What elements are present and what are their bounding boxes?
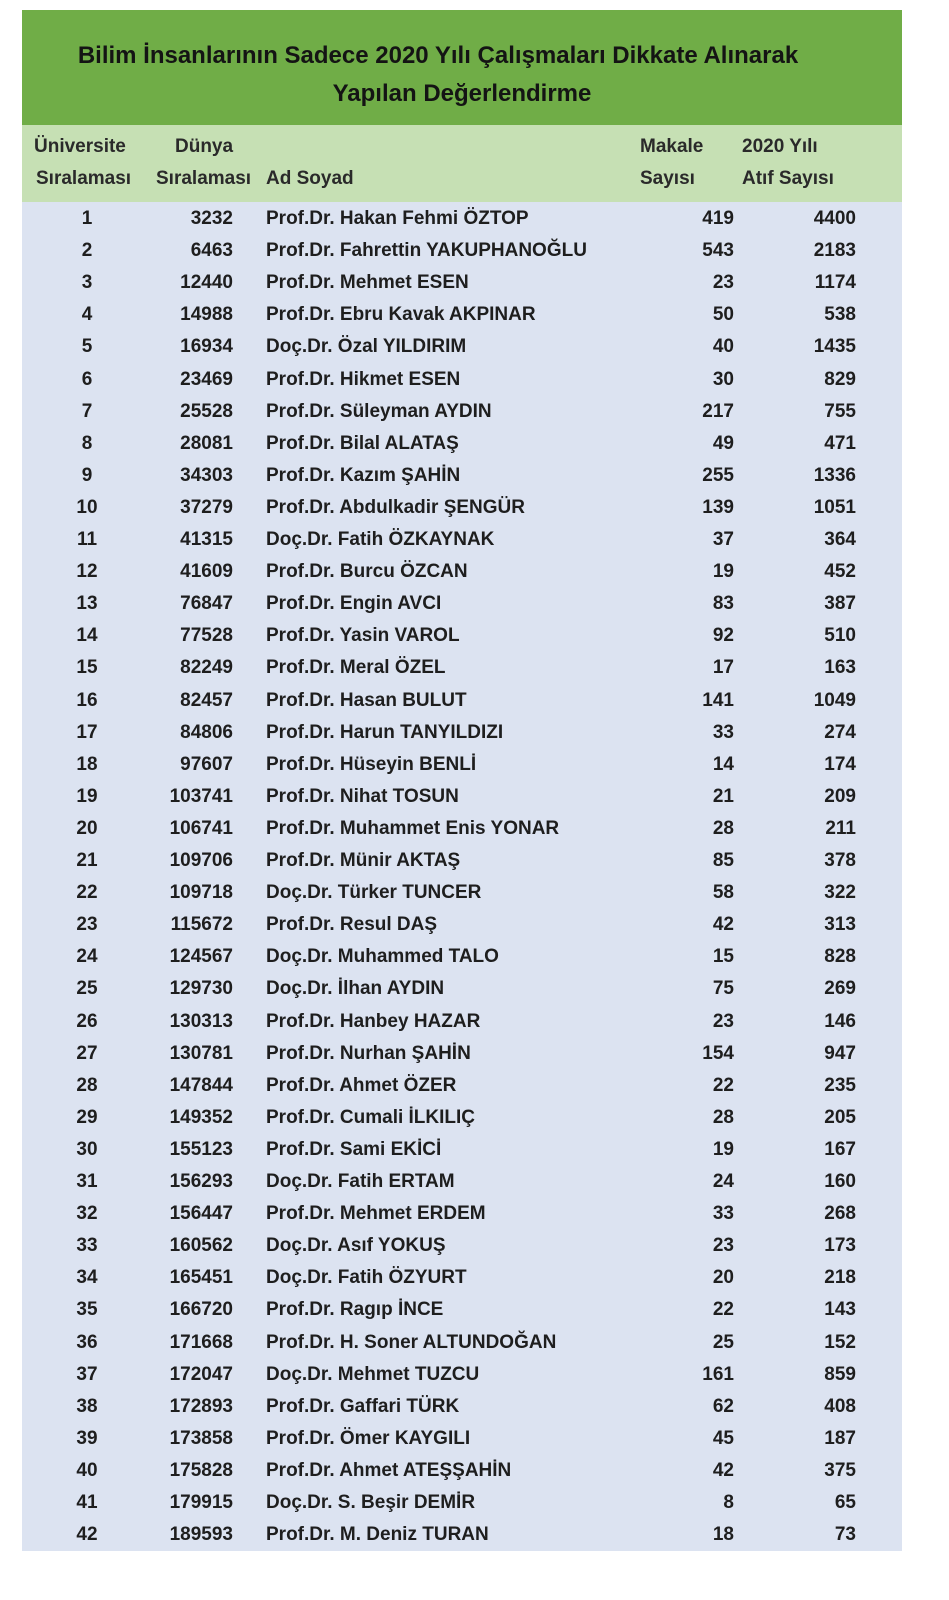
- cell-name: Prof.Dr. Cumali İLKILIÇ: [266, 1106, 476, 1128]
- cell-uni-rank: 27: [76, 1042, 98, 1064]
- table-row: [22, 1038, 902, 1070]
- cell-world-rank: 172893: [169, 1395, 233, 1417]
- table-row: [22, 1070, 902, 1102]
- cell-citation-count: 408: [824, 1395, 856, 1417]
- table-row: [22, 620, 902, 652]
- cell-article-count: 28: [712, 1106, 734, 1128]
- cell-name: Prof.Dr. Bilal ALATAŞ: [266, 432, 459, 454]
- table-row: [22, 1102, 902, 1134]
- cell-article-count: 154: [702, 1042, 734, 1064]
- cell-uni-rank: 13: [76, 593, 98, 615]
- cell-article-count: 22: [712, 1299, 734, 1321]
- cell-citation-count: 313: [824, 914, 856, 936]
- table-row: [22, 1198, 902, 1230]
- cell-citation-count: 452: [824, 561, 856, 583]
- table-row: [22, 973, 902, 1005]
- header-articles-line-1: Makale: [640, 136, 704, 157]
- table-row: [22, 685, 902, 717]
- cell-world-rank: 166720: [169, 1299, 233, 1321]
- table-row: [22, 909, 902, 941]
- cell-world-rank: 175828: [169, 1459, 233, 1481]
- cell-uni-rank: 23: [76, 914, 98, 936]
- header-articles-line-2: Sayısı: [640, 168, 695, 189]
- cell-world-rank: 103741: [169, 785, 233, 807]
- cell-uni-rank: 36: [76, 1331, 98, 1353]
- cell-name: Prof.Dr. Nurhan ŞAHİN: [266, 1042, 471, 1064]
- cell-article-count: 92: [712, 625, 734, 647]
- cell-uni-rank: 25: [76, 978, 98, 1000]
- cell-uni-rank: 15: [76, 657, 98, 679]
- cell-name: Doç.Dr. S. Beşir DEMİR: [266, 1492, 476, 1513]
- cell-name: Prof.Dr. Münir AKTAŞ: [266, 850, 461, 871]
- cell-article-count: 17: [712, 657, 734, 679]
- cell-article-count: 217: [702, 400, 734, 422]
- cell-world-rank: 82249: [180, 657, 233, 679]
- cell-article-count: 62: [712, 1395, 734, 1417]
- cell-name: Prof.Dr. Abdulkadir ŞENGÜR: [266, 496, 525, 518]
- cell-citation-count: 274: [824, 721, 856, 743]
- cell-world-rank: 14988: [180, 304, 233, 326]
- cell-article-count: 22: [712, 1074, 734, 1096]
- cell-article-count: 20: [712, 1267, 734, 1289]
- cell-world-rank: 23469: [180, 368, 233, 390]
- table-row: [22, 1327, 902, 1359]
- cell-citation-count: 1174: [814, 272, 856, 294]
- cell-name: Prof.Dr. Fahrettin YAKUPHANOĞLU: [266, 240, 587, 262]
- cell-uni-rank: 2: [81, 240, 93, 262]
- table-row: [22, 1455, 902, 1487]
- table-row: [22, 524, 902, 556]
- cell-name: Prof.Dr. Engin AVCI: [266, 593, 442, 615]
- cell-world-rank: 147844: [169, 1074, 233, 1096]
- cell-article-count: 33: [712, 721, 734, 743]
- cell-citation-count: 2183: [813, 240, 856, 262]
- cell-name: Prof.Dr. Meral ÖZEL: [266, 657, 446, 679]
- cell-name: Prof.Dr. Yasin VAROL: [266, 625, 460, 647]
- cell-uni-rank: 26: [76, 1010, 98, 1032]
- table-row: [22, 717, 902, 749]
- title-band: [22, 10, 902, 125]
- cell-world-rank: 156293: [169, 1171, 233, 1192]
- cell-article-count: 255: [702, 464, 734, 486]
- cell-article-count: 141: [702, 689, 734, 711]
- cell-article-count: 19: [712, 1138, 734, 1160]
- cell-world-rank: 109718: [169, 882, 233, 904]
- cell-name: Prof.Dr. Hikmet ESEN: [266, 368, 461, 390]
- cell-article-count: 30: [712, 368, 734, 390]
- cell-citation-count: 364: [824, 529, 856, 550]
- cell-name: Doç.Dr. Fatih ERTAM: [266, 1171, 455, 1192]
- cell-citation-count: 235: [824, 1074, 856, 1096]
- cell-citation-count: 167: [824, 1138, 856, 1160]
- header-citations-line-2: Atıf Sayısı: [742, 168, 834, 189]
- cell-uni-rank: 18: [76, 753, 98, 775]
- table-title-line-1: Bilim İnsanlarının Sadece 2020 Yılı Çalışmaları Dikkate Alınarak: [77, 41, 799, 69]
- cell-citation-count: 173: [824, 1235, 856, 1257]
- cell-world-rank: 165451: [169, 1267, 233, 1289]
- cell-article-count: 161: [702, 1363, 734, 1385]
- cell-world-rank: 171668: [169, 1331, 233, 1353]
- table-row: [22, 845, 902, 877]
- cell-article-count: 23: [712, 1010, 734, 1032]
- cell-world-rank: 109706: [169, 850, 233, 871]
- cell-article-count: 24: [712, 1171, 734, 1192]
- cell-citation-count: 269: [824, 978, 856, 1000]
- table-row: [22, 396, 902, 428]
- cell-name: Prof.Dr. Burcu ÖZCAN: [266, 561, 468, 583]
- cell-article-count: 75: [712, 978, 734, 1000]
- cell-world-rank: 106741: [169, 817, 233, 839]
- cell-world-rank: 189593: [169, 1524, 233, 1546]
- cell-citation-count: 268: [824, 1203, 856, 1225]
- cell-name: Prof.Dr. Nihat TOSUN: [266, 785, 459, 807]
- cell-world-rank: 124567: [169, 946, 233, 968]
- cell-article-count: 18: [712, 1524, 734, 1546]
- cell-name: Doç.Dr. Fatih ÖZKAYNAK: [266, 529, 495, 550]
- cell-citation-count: 205: [824, 1106, 856, 1128]
- cell-article-count: 42: [712, 914, 734, 936]
- cell-uni-rank: 35: [76, 1299, 98, 1321]
- cell-world-rank: 25528: [180, 400, 233, 422]
- cell-article-count: 21: [712, 785, 734, 807]
- cell-uni-rank: 30: [76, 1138, 98, 1160]
- cell-world-rank: 41609: [180, 561, 233, 583]
- cell-citation-count: 828: [824, 946, 856, 968]
- cell-uni-rank: 7: [81, 400, 93, 422]
- cell-name: Prof.Dr. Hüseyin BENLİ: [266, 753, 477, 775]
- header-name: Ad Soyad: [266, 168, 354, 189]
- cell-citation-count: 209: [824, 785, 856, 807]
- cell-world-rank: 130781: [169, 1042, 233, 1064]
- cell-article-count: 50: [712, 304, 734, 326]
- cell-uni-rank: 32: [76, 1203, 98, 1225]
- cell-article-count: 28: [712, 817, 734, 839]
- header-uni-rank-line-1: Üniversite: [34, 136, 126, 157]
- cell-citation-count: 146: [824, 1010, 856, 1032]
- cell-article-count: 83: [712, 593, 734, 615]
- cell-uni-rank: 11: [76, 529, 98, 550]
- cell-citation-count: 211: [825, 817, 856, 839]
- cell-uni-rank: 28: [76, 1074, 98, 1096]
- cell-world-rank: 172047: [169, 1363, 233, 1385]
- cell-article-count: 8: [723, 1492, 734, 1513]
- cell-uni-rank: 6: [81, 368, 93, 390]
- table-body: [22, 202, 902, 1551]
- header-uni-rank-line-2: Sıralaması: [36, 168, 132, 189]
- cell-article-count: 23: [712, 272, 734, 294]
- cell-name: Prof.Dr. M. Deniz TURAN: [266, 1524, 489, 1546]
- cell-world-rank: 34303: [180, 464, 233, 486]
- cell-world-rank: 84806: [180, 721, 233, 743]
- cell-citation-count: 538: [824, 304, 856, 326]
- cell-uni-rank: 24: [76, 946, 98, 968]
- table-row: [22, 492, 902, 524]
- cell-article-count: 15: [712, 946, 734, 968]
- cell-article-count: 23: [712, 1235, 734, 1257]
- cell-citation-count: 375: [824, 1459, 856, 1481]
- cell-article-count: 45: [712, 1427, 734, 1449]
- cell-citation-count: 510: [824, 625, 856, 647]
- table-row: [22, 556, 902, 588]
- cell-world-rank: 160562: [169, 1235, 233, 1257]
- cell-world-rank: 16934: [180, 336, 233, 358]
- cell-article-count: 25: [712, 1331, 734, 1353]
- cell-uni-rank: 17: [76, 721, 98, 743]
- cell-uni-rank: 20: [76, 817, 98, 839]
- cell-citation-count: 4400: [813, 208, 856, 229]
- cell-uni-rank: 1: [81, 208, 93, 229]
- cell-world-rank: 6463: [190, 240, 233, 262]
- cell-uni-rank: 12: [76, 561, 98, 583]
- cell-world-rank: 28081: [180, 432, 233, 454]
- cell-uni-rank: 22: [76, 882, 98, 904]
- cell-citation-count: 65: [834, 1492, 856, 1513]
- table-row: [22, 588, 902, 620]
- cell-article-count: 49: [712, 432, 734, 454]
- table-row: [22, 1487, 902, 1519]
- cell-world-rank: 129730: [169, 978, 233, 1000]
- cell-name: Prof.Dr. Kazım ŞAHİN: [266, 464, 461, 486]
- cell-citation-count: 152: [824, 1331, 856, 1353]
- cell-name: Prof.Dr. Resul DAŞ: [266, 914, 438, 936]
- cell-world-rank: 179915: [169, 1492, 233, 1513]
- cell-article-count: 419: [702, 208, 734, 229]
- ranking-table: [22, 10, 902, 1551]
- table-row: [22, 813, 902, 845]
- table-row: [22, 1423, 902, 1455]
- cell-citation-count: 218: [824, 1267, 856, 1289]
- table-row: [22, 1230, 902, 1262]
- cell-name: Doç.Dr. İlhan AYDIN: [266, 978, 445, 1000]
- cell-citation-count: 755: [824, 400, 856, 422]
- cell-world-rank: 155123: [169, 1138, 233, 1160]
- cell-citation-count: 160: [824, 1171, 856, 1192]
- cell-citation-count: 1051: [813, 496, 856, 518]
- cell-citation-count: 1435: [813, 336, 856, 358]
- table-row: [22, 1294, 902, 1326]
- table-row: [22, 877, 902, 909]
- cell-article-count: 58: [712, 882, 734, 904]
- cell-article-count: 14: [712, 753, 734, 775]
- cell-article-count: 85: [712, 850, 734, 871]
- cell-world-rank: 41315: [180, 529, 233, 550]
- cell-citation-count: 143: [824, 1299, 856, 1321]
- cell-name: Prof.Dr. Hanbey HAZAR: [266, 1010, 481, 1032]
- table-row: [22, 1519, 902, 1551]
- header-world-rank-line-1: Dünya: [175, 136, 234, 157]
- cell-uni-rank: 40: [76, 1459, 98, 1481]
- cell-name: Prof.Dr. Sami EKİCİ: [266, 1138, 442, 1160]
- cell-uni-rank: 42: [76, 1524, 98, 1546]
- table-row: [22, 331, 902, 363]
- table-row: [22, 235, 902, 267]
- cell-citation-count: 322: [824, 882, 856, 904]
- cell-world-rank: 115672: [170, 914, 233, 936]
- cell-world-rank: 37279: [180, 496, 233, 518]
- table-row: [22, 299, 902, 331]
- cell-world-rank: 130313: [169, 1010, 233, 1032]
- cell-name: Doç.Dr. Türker TUNCER: [266, 882, 482, 904]
- cell-uni-rank: 14: [76, 625, 98, 647]
- header-world-rank-line-2: Sıralaması: [156, 168, 252, 189]
- cell-uni-rank: 9: [81, 464, 93, 486]
- cell-citation-count: 174: [824, 753, 856, 775]
- cell-world-rank: 149352: [169, 1106, 233, 1128]
- cell-name: Prof.Dr. Mehmet ERDEM: [266, 1203, 486, 1225]
- cell-article-count: 33: [712, 1203, 734, 1225]
- cell-name: Prof.Dr. Hasan BULUT: [266, 689, 467, 711]
- cell-name: Prof.Dr. H. Soner ALTUNDOĞAN: [266, 1331, 557, 1353]
- table-row: [22, 941, 902, 973]
- cell-world-rank: 97607: [180, 753, 233, 775]
- cell-world-rank: 77528: [180, 625, 233, 647]
- cell-name: Doç.Dr. Asıf YOKUŞ: [266, 1235, 446, 1257]
- cell-citation-count: 829: [824, 368, 856, 390]
- cell-uni-rank: 31: [76, 1171, 98, 1192]
- cell-uni-rank: 8: [81, 432, 93, 454]
- cell-name: Prof.Dr. Ragıp İNCE: [266, 1299, 444, 1321]
- cell-article-count: 543: [702, 240, 734, 262]
- column-header-row: [22, 125, 902, 202]
- cell-uni-rank: 41: [76, 1492, 98, 1513]
- table-row: [22, 1006, 902, 1038]
- cell-name: Prof.Dr. Gaffari TÜRK: [266, 1395, 460, 1417]
- cell-name: Doç.Dr. Özal YILDIRIM: [266, 336, 467, 358]
- table-row: [22, 267, 902, 299]
- table-row: [22, 1262, 902, 1294]
- table-row: [22, 652, 902, 684]
- table-row: [22, 1166, 902, 1198]
- cell-uni-rank: 29: [76, 1106, 98, 1128]
- table-title-line-2: Yapılan Değerlendirme: [332, 79, 592, 107]
- cell-world-rank: 76847: [180, 593, 233, 615]
- cell-name: Doç.Dr. Mehmet TUZCU: [266, 1363, 480, 1385]
- table-row: [22, 1359, 902, 1391]
- cell-citation-count: 1049: [813, 689, 856, 711]
- cell-uni-rank: 19: [76, 785, 98, 807]
- cell-name: Prof.Dr. Muhammet Enis YONAR: [266, 817, 560, 839]
- cell-uni-rank: 21: [76, 850, 98, 871]
- cell-citation-count: 378: [824, 850, 856, 871]
- cell-name: Prof.Dr. Ahmet ATEŞŞAHİN: [266, 1459, 512, 1481]
- cell-uni-rank: 10: [76, 496, 98, 518]
- cell-citation-count: 947: [824, 1042, 856, 1064]
- cell-name: Doç.Dr. Muhammed TALO: [266, 946, 499, 968]
- table-row: [22, 364, 902, 396]
- cell-citation-count: 187: [824, 1427, 856, 1449]
- cell-world-rank: 156447: [169, 1203, 233, 1225]
- cell-article-count: 139: [702, 496, 734, 518]
- cell-name: Prof.Dr. Harun TANYILDIZI: [266, 721, 504, 743]
- cell-uni-rank: 39: [76, 1427, 98, 1449]
- cell-uni-rank: 16: [76, 689, 98, 711]
- cell-name: Prof.Dr. Mehmet ESEN: [266, 272, 469, 294]
- cell-uni-rank: 33: [76, 1235, 98, 1257]
- cell-name: Prof.Dr. Ömer KAYGILI: [266, 1427, 471, 1449]
- cell-uni-rank: 5: [81, 336, 93, 358]
- cell-uni-rank: 4: [81, 304, 93, 326]
- table-row: [22, 749, 902, 781]
- cell-article-count: 40: [712, 336, 734, 358]
- cell-world-rank: 3232: [190, 208, 233, 229]
- table-row: [22, 1134, 902, 1166]
- table-row: [22, 428, 902, 460]
- cell-uni-rank: 37: [76, 1363, 98, 1385]
- cell-citation-count: 387: [824, 593, 856, 615]
- cell-article-count: 42: [712, 1459, 734, 1481]
- cell-citation-count: 471: [824, 432, 856, 454]
- cell-world-rank: 82457: [180, 689, 233, 711]
- cell-article-count: 19: [712, 561, 734, 583]
- cell-name: Prof.Dr. Süleyman AYDIN: [266, 400, 492, 422]
- cell-citation-count: 859: [824, 1363, 856, 1385]
- cell-name: Prof.Dr. Hakan Fehmi ÖZTOP: [266, 208, 529, 229]
- cell-name: Prof.Dr. Ahmet ÖZER: [266, 1074, 457, 1096]
- header-citations-line-1: 2020 Yılı: [742, 136, 818, 157]
- cell-article-count: 37: [712, 529, 734, 550]
- cell-citation-count: 163: [824, 657, 856, 679]
- table-row: [22, 781, 902, 813]
- cell-citation-count: 1336: [813, 464, 856, 486]
- cell-uni-rank: 38: [76, 1395, 98, 1417]
- cell-world-rank: 12440: [180, 272, 233, 294]
- table-row: [22, 1391, 902, 1423]
- table-row: [22, 203, 902, 235]
- cell-name: Doç.Dr. Fatih ÖZYURT: [266, 1267, 467, 1289]
- cell-citation-count: 73: [834, 1524, 856, 1546]
- table-row: [22, 460, 902, 492]
- cell-uni-rank: 3: [81, 272, 93, 294]
- cell-uni-rank: 34: [76, 1267, 98, 1289]
- cell-name: Prof.Dr. Ebru Kavak AKPINAR: [266, 304, 536, 326]
- cell-world-rank: 173858: [169, 1427, 233, 1449]
